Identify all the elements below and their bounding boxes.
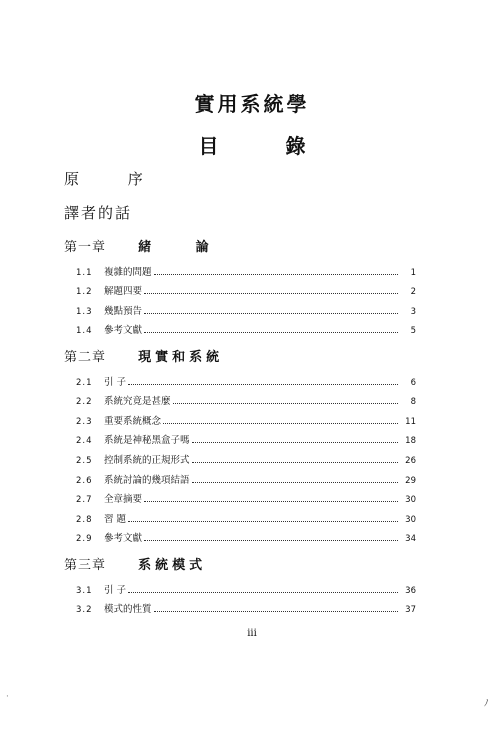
page-ref: 26 <box>405 455 416 466</box>
dot-leader <box>192 462 398 463</box>
front-matter-preface: 原 序 <box>64 170 165 188</box>
toc-entry <box>76 486 416 506</box>
toc-entry <box>76 297 416 317</box>
section-number: 2.6 <box>76 475 93 486</box>
page-number: iii <box>247 628 257 639</box>
page-ref: 2 <box>410 287 416 298</box>
section-title: 系統討論的幾項結語 <box>104 474 190 486</box>
toc-entry <box>76 596 416 616</box>
page-ref: 30 <box>405 495 416 506</box>
page-ref: 11 <box>405 416 416 427</box>
dot-leader <box>144 501 398 502</box>
section-number: 3.2 <box>76 605 93 616</box>
chapter-2-heading <box>64 346 223 365</box>
section-number: 3.1 <box>76 585 93 596</box>
dot-leader <box>163 423 398 424</box>
page-ref: 36 <box>405 585 416 596</box>
toc-entry <box>76 576 416 596</box>
scan-mark: ﾉ <box>484 699 489 709</box>
toc-entry <box>76 317 416 337</box>
section-number: 1.3 <box>76 306 93 317</box>
toc-entry <box>76 446 416 466</box>
dot-leader <box>144 332 398 333</box>
toc-entry <box>76 388 416 408</box>
section-title: 習 題 <box>104 513 127 525</box>
section-number: 2.8 <box>76 514 93 525</box>
toc-entry <box>76 466 416 486</box>
section-number: 1.2 <box>76 287 93 298</box>
dot-leader <box>192 442 398 443</box>
page-ref: 3 <box>410 306 416 317</box>
dot-leader <box>154 274 398 275</box>
chapter-1-heading <box>64 236 229 255</box>
section-title: 解題四要 <box>104 286 143 298</box>
chapter-name: 現實和系統 <box>138 350 224 365</box>
toc-entry <box>76 278 416 298</box>
section-title: 系統究竟是甚麼 <box>104 396 171 408</box>
section-number: 2.2 <box>76 397 93 408</box>
front-matter-translator-notes: 譯者的話 <box>64 204 133 222</box>
section-title: 系統是神秘黑盒子嗎 <box>104 435 190 447</box>
chapter-number: 第二章 <box>64 350 107 365</box>
section-title: 全章摘要 <box>104 494 143 506</box>
dot-leader <box>154 611 398 612</box>
chapter-number: 第一章 <box>64 240 107 255</box>
dot-leader <box>144 313 398 314</box>
chapter-2-entries <box>76 368 416 544</box>
section-number: 2.4 <box>76 436 93 447</box>
section-title: 模式的性質 <box>104 604 152 616</box>
toc-entry <box>76 407 416 427</box>
section-title: 引 子 <box>104 584 127 596</box>
chapter-name: 系統模式 <box>138 558 207 573</box>
toc-entry <box>76 368 416 388</box>
page-ref: 30 <box>405 514 416 525</box>
page-ref: 29 <box>405 475 416 486</box>
page-ref: 18 <box>405 436 416 447</box>
dot-leader <box>128 521 398 522</box>
section-title: 重要系統概念 <box>104 415 162 427</box>
section-number: 2.3 <box>76 416 93 427</box>
section-number: 2.1 <box>76 377 93 388</box>
toc-heading: 目 錄 <box>198 134 336 158</box>
section-number: 2.7 <box>76 495 93 506</box>
toc-entry <box>76 525 416 545</box>
book-title: 實用系統學 <box>194 92 310 116</box>
section-title: 引 子 <box>104 376 127 388</box>
section-title: 參考文獻 <box>104 325 143 337</box>
section-title: 幾點預告 <box>104 305 143 317</box>
chapter-1-entries <box>76 258 416 336</box>
chapter-3-entries <box>76 576 416 615</box>
dot-leader <box>144 293 398 294</box>
chapter-name: 緒 論 <box>138 240 229 255</box>
page-ref: 5 <box>410 326 416 337</box>
chapter-number: 第三章 <box>64 558 107 573</box>
dot-leader <box>192 482 398 483</box>
page-ref: 1 <box>410 267 416 278</box>
toc-entry <box>76 258 416 278</box>
dot-leader <box>128 592 398 593</box>
scan-speck: · <box>6 692 9 702</box>
section-title: 控制系統的正規形式 <box>104 454 190 466</box>
chapter-3-heading <box>64 554 206 573</box>
section-title: 複雜的問題 <box>104 266 152 278</box>
section-number: 2.5 <box>76 455 93 466</box>
page-ref: 37 <box>405 605 416 616</box>
dot-leader <box>144 540 398 541</box>
dot-leader <box>128 384 398 385</box>
page-ref: 6 <box>410 377 416 388</box>
toc-entry <box>76 505 416 525</box>
section-number: 2.9 <box>76 534 93 545</box>
page-ref: 8 <box>410 397 416 408</box>
dot-leader <box>173 403 398 404</box>
section-number: 1.4 <box>76 326 93 337</box>
page-ref: 34 <box>405 534 416 545</box>
section-title: 參考文獻 <box>104 533 143 545</box>
toc-entry <box>76 427 416 447</box>
section-number: 1.1 <box>76 267 93 278</box>
